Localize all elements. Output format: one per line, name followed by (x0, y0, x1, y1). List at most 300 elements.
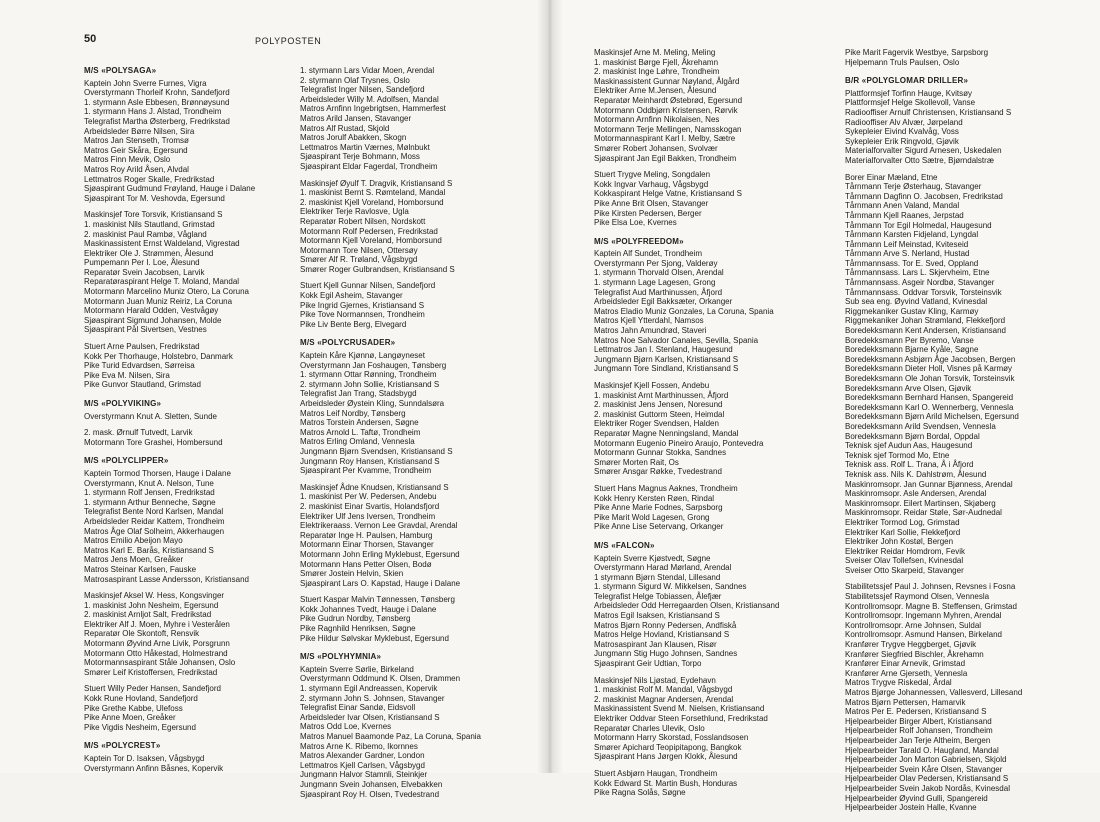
crew-entry: Stabilitetssjef Raymond Olsen, Vennesla (845, 592, 990, 602)
ship-title: M/S «POLYVIKING» (84, 399, 162, 408)
crew-entry: Matrosaspirant Jan Klausen, Risør (594, 639, 717, 649)
crew-entry: Boredekksmann Ole Johan Torsvik, Torsteinsvik (845, 374, 1015, 383)
crew-entry: Teknisk sjef Tormod Mo, Etne (845, 450, 950, 460)
crew-entry: Radiooffiser Alv Alvær, Jørpeland (845, 117, 963, 127)
crew-entry: Motormann Juan Muniz Reiriz, La Coruna (84, 296, 233, 306)
crew-entry: 1. styrmann Hans J. Alstad, Trondheim (84, 107, 222, 117)
crew-entry: Stuert Trygve Meling, Songdalen (594, 170, 711, 180)
crew-entry: Hjelpearbeider Tarald O. Haugland, Mandal (845, 745, 999, 755)
crew-entry: Matros Kjell Ytterdahl, Namsos (594, 316, 704, 326)
crew-group (594, 484, 839, 532)
crew-entry: Boredekksmann Bjarne Kyåle, Søgne (845, 345, 979, 355)
ship-section (84, 399, 294, 447)
crew-entry: Reparatør Svein Jacobsen, Larvik (84, 267, 205, 277)
crew-entry: Reparatør Ole Skontoft, Rensvik (84, 629, 200, 639)
crew-entry: Reparatør Meinhardt Østebrød, Egersund (594, 95, 743, 105)
crew-group (300, 595, 525, 643)
crew-entry: Sjøaspirant Sigmund Johansen, Molde (84, 315, 222, 325)
crew-entry: Reparatør Robert Nilsen, Nordskott (300, 216, 426, 226)
crew-entry: Matros Eladio Muniz Gonzales, La Coruna, Spania (594, 306, 774, 316)
crew-entry: Overstyrmann Anfinn Båsnes, Kopervik (84, 763, 224, 773)
crew-entry: Kokk Henry Kersten Røen, Rindal (594, 493, 715, 503)
crew-entry: Jungmann Stig Hugo Johnsen, Sandnes (594, 649, 738, 659)
ship-section (300, 652, 525, 799)
crew-entry: Kokkaspirant Helge Vatne, Kristiansand S (594, 189, 742, 199)
ship-section (300, 338, 525, 643)
left-page (0, 0, 549, 799)
crew-entry: Hjelpearbeider Svein Kåre Olsen, Stavanger (845, 764, 1003, 774)
crew-entry: Pike Anne Lise Setervang, Orkanger (594, 522, 724, 532)
crew-entry: Plattformsjef Torfinn Hauge, Kvitsøy (845, 88, 973, 98)
crew-entry: 2. maskinist Einar Svartis, Holandsfjord (300, 501, 440, 511)
ship-section (300, 66, 525, 329)
crew-entry: 1. styrmann Egil Andreassen, Kopervik (300, 684, 438, 694)
ship-section (594, 541, 839, 798)
crew-entry: Maskinsjef Aksel W. Hess, Kongsvinger (84, 591, 225, 601)
crew-entry: Kranfører Trygve Heggberget, Gjøvik (845, 640, 977, 650)
crew-entry: Lettmatros Martin Værnes, Mølnbukt (300, 142, 430, 152)
crew-group (594, 170, 839, 228)
crew-entry: Pike Marit Fagervik Westbye, Sarpsborg (845, 48, 989, 57)
crew-entry: Kaptein John Sverre Furnes, Vigra (84, 78, 207, 88)
ship-section (84, 456, 294, 732)
crew-group (300, 179, 525, 275)
crew-entry: Matros Arnfinn Ingebrigtsen, Hammerfest (300, 104, 446, 114)
crew-entry: Motormann Eugenio Pineiro Araujo, Pontevedra (594, 438, 764, 448)
crew-entry: Maskinromsopr. Asle Andersen, Arendal (845, 489, 987, 499)
crew-entry: Hjelpearbeider Jostein Halle, Kvanne (845, 803, 977, 813)
crew-entry: Sjøaspirant Pål Sivertsen, Vestnes (84, 325, 207, 335)
crew-entry: Kaptein Alf Sundet, Trondheim (594, 249, 703, 259)
crew-entry: Sjøaspirant Hans Jørgen Klokk, Ålesund (594, 752, 738, 762)
crew-entry: Tårnmann Anen Valand, Mandal (845, 201, 960, 211)
crew-entry: Telegrafist Helge Tobiassen, Ålefjær (594, 591, 722, 601)
crew-entry: Telegrafist Jan Trang, Stadsbygd (300, 389, 417, 399)
crew-entry: Arbeidsleder Odd Herregaarden Olsen, Kristiansand (594, 601, 780, 611)
crew-group (84, 684, 294, 732)
crew-group (594, 48, 839, 163)
crew-entry: Reparatøraspirant Helge T. Moland, Mandal (84, 277, 240, 287)
crew-entry: Maskinsjef Kjell Fossen, Andebu (594, 381, 710, 390)
crew-entry: Stabilitetssjef Paul J. Johnsen, Revsnes i Fosna (845, 582, 1016, 592)
crew-entry: Overstyrmann Thorleif Krohn, Sandefjord (84, 88, 230, 98)
crew-entry: Matros Alexander Gardner, London (300, 751, 425, 761)
crew-entry: Matros Trygve Riskedal, Årdal (845, 678, 952, 688)
crew-entry: Telegrafist Bente Nord Karlsen, Mandal (84, 507, 224, 517)
right-page (549, 0, 1100, 813)
crew-entry: 1. styrmann Asle Ebbesen, Brønnøysund (84, 97, 230, 107)
crew-entry: Materialforvalter Otto Sætre, Bjørndalstræ (845, 155, 994, 165)
crew-entry: Telegrafist Martha Østerberg, Fredrikstad (84, 116, 230, 126)
crew-entry: Kranfører Siegfried Bischler, Åkrehamn (845, 649, 984, 659)
crew-entry: Elektrikeraass. Vernon Lee Gravdal, Arendal (300, 521, 458, 531)
crew-entry: Telegrafist Aud Marthinussen, Åfjord (594, 287, 723, 297)
crew-entry: Elektriker Tormod Log, Grimstad (845, 517, 960, 527)
crew-entry: Sjøaspirant Roy H. Olsen, Tvedestrand (300, 789, 440, 799)
crew-entry: Elektriker Ole J. Strømmen, Ålesund (84, 248, 214, 258)
crew-entry: Boredekksmann Karl O. Wennerberg, Vennesla (845, 402, 1014, 412)
crew-entry: 1. maskinist Børge Fjell, Åkrehamn (594, 57, 719, 67)
crew-entry: Kokk Ingvar Varhaug, Vågsbygd (594, 179, 709, 189)
crew-entry: Elektriker Oddvar Steen Forsethlund, Fredrikstad (594, 714, 768, 723)
crew-entry: Lettmatros Kjell Carlsen, Vågsbygd (300, 760, 425, 770)
crew-entry: Sjøaspirant Per Kvamme, Trondheim (300, 466, 432, 476)
crew-entry: Motormannsaspirant Ståle Johansen, Oslo (84, 658, 236, 668)
crew-entry: Lettmatros Roger Skalle, Fredrikstad (84, 174, 215, 184)
crew-entry: Pike Ragna Solås, Søgne (594, 788, 686, 798)
crew-entry: Radiooffiser Arnulf Christensen, Kristiansand S (845, 107, 1012, 117)
right-column-2 (845, 48, 1085, 822)
crew-entry: Maskinsjef Tore Torsvik, Kristiansand S (84, 210, 223, 220)
crew-entry: Smører Ansgar Røkke, Tvedestrand (594, 467, 722, 477)
crew-entry: Tårnmannsass. Asgeir Nordbø, Stavanger (845, 278, 995, 288)
crew-group (845, 48, 1085, 67)
crew-entry: Arbeidsleder Ivar Olsen, Kristiansand S (300, 712, 440, 722)
crew-entry: Boredekksmann Bjørn Arild Michelsen, Egersund (845, 412, 1019, 422)
left-column-1 (84, 66, 294, 782)
crew-entry: Matros Arild Jansen, Stavanger (300, 113, 412, 123)
ship-title: M/S «POLYHYMNIA» (300, 652, 382, 662)
crew-entry: 2. styrmann John S. Johnsen, Stavanger (300, 693, 445, 703)
crew-entry: Stuert Arne Paulsen, Fredrikstad (84, 342, 200, 352)
crew-entry: Matros Jens Moen, Greåker (84, 555, 184, 565)
ship-title: M/S «POLYCREST» (84, 741, 161, 751)
crew-group (84, 591, 294, 677)
crew-entry: Smører Morten Rait, Os (594, 457, 679, 467)
crew-entry: Matros Odd Loe, Kvernes (300, 722, 392, 732)
crew-entry: Smører Apichard Teopipitapong, Bangkok (594, 742, 742, 752)
ship-section (594, 237, 839, 532)
crew-entry: Motormann Oddbjørn Kristensen, Rørvik (594, 105, 738, 115)
crew-entry: Matros Karl E. Barås, Kristiansand S (84, 545, 214, 555)
crew-entry: Overstyrmann Oddmund K. Olsen, Drammen (300, 674, 461, 684)
crew-entry: Elektriker Ulf Jens Iversen, Trondheim (300, 511, 436, 521)
crew-entry: Overstyrmann Per Sjong, Valderøy (594, 258, 718, 268)
crew-group (84, 469, 294, 584)
crew-entry: Kaptein Sverre Sørlie, Birkeland (300, 664, 414, 674)
crew-entry: Telegrafist Einar Sandø, Eidsvoll (300, 703, 416, 713)
crew-entry: Plattformsjef Helge Skollevoll, Vanse (845, 98, 976, 108)
crew-entry: Boredekksmann Kent Andersen, Kristiansand (845, 326, 1006, 336)
crew-entry: Kaptein Tormod Thorsen, Hauge i Dalane (84, 468, 231, 478)
crew-entry: 1. maskinist John Nesheim, Egersund (84, 600, 219, 610)
crew-entry: Kokk Johannes Tvedt, Hauge i Dalane (300, 604, 437, 614)
crew-entry: Kranfører Einar Arnevik, Grimstad (845, 659, 966, 669)
crew-entry: Smører Jostein Helvin, Skien (300, 569, 404, 579)
crew-entry: Tårnmannsass. Lars L. Skjervheim, Etne (845, 268, 990, 278)
crew-entry: Pike Gudrun Nordby, Tønsberg (300, 614, 411, 624)
crew-group (300, 351, 525, 476)
crew-entry: Hjelpearbeider Birger Albert, Kristiansand (845, 716, 992, 726)
crew-entry: Hjelpearbeider Øyvind Gulli, Spangereid (845, 793, 988, 803)
crew-group (300, 483, 525, 589)
crew-entry: Kontrollromsopr. Magne B. Steffensen, Grimstad (845, 601, 1017, 611)
crew-entry: 2. mask. Ørnulf Tutvedt, Larvik (84, 428, 193, 438)
crew-entry: 1. maskinist Rolf M. Mandal, Vågsbygd (594, 685, 733, 695)
crew-entry: Kaptein Kåre Kjønnø, Langøyneset (300, 351, 425, 361)
crew-group (845, 173, 1085, 576)
crew-group (594, 676, 839, 762)
crew-entry: Matros Noe Salvador Canales, Sevilla, Spania (594, 335, 759, 345)
crew-entry: Matros Per E. Pedersen, Kristiansand S (845, 707, 987, 717)
ship-title: M/S «FALCON» (594, 540, 655, 550)
crew-entry: Sjøaspirant Lars O. Kapstad, Hauge i Dalane (300, 578, 461, 588)
crew-entry: Motormann Kjell Voreland, Homborsund (300, 236, 442, 246)
crew-entry: Matros Jorulf Abakken, Skogn (300, 133, 407, 143)
crew-entry: Elektriker Terje Ravlosve, Ugla (300, 207, 409, 217)
crew-entry: Smører Robert Johansen, Svolvær (594, 143, 718, 153)
crew-entry: Jungmann Bjørn Karlsen, Kristiansand S (594, 354, 739, 364)
crew-entry: 1. maskinist Nils Stautland, Grimstad (84, 219, 215, 229)
crew-entry: Elektriker Reidar Homdrom, Fevik (845, 546, 966, 556)
ship-section (845, 76, 1085, 813)
crew-entry: Arbeidsleder Egil Bakksæter, Orkanger (594, 297, 733, 307)
right-column-1 (594, 48, 839, 807)
crew-group (300, 281, 525, 329)
crew-entry: Kontrollromsopr. Ingemann Myhren, Arendal (845, 611, 1002, 621)
crew-group (594, 249, 839, 374)
crew-entry: Matros Bjørn Pettersen, Hamarvik (845, 697, 966, 707)
crew-entry: 1. styrmann Sigurd W. Mikkelsen, Sandnes (594, 582, 747, 592)
crew-entry: Arbeidsleder Willy M. Adolfsen, Mandal (300, 94, 439, 104)
crew-entry: Motormann Øyvind Arne Livik, Porsgrunn (84, 639, 230, 649)
crew-entry: Sykepleier Erik Ringvold, Gjøvik (845, 136, 959, 146)
crew-entry: Riggmekaniker Johan Strømland, Flekkefjord (845, 316, 1006, 326)
crew-entry: Overstyrmann, Knut A. Nelson, Tune (84, 478, 214, 488)
crew-entry: Tårnmann Tor Egil Holmedal, Haugesund (845, 220, 992, 230)
crew-entry: Maskinsjef Nils Ljøstad, Eydehavn (594, 675, 716, 685)
crew-entry: Pike Ragnhild Henriksen, Søgne (300, 624, 416, 634)
crew-entry: Pike Tove Normannsen, Trondheim (300, 310, 425, 320)
crew-entry: Matros Leif Nordby, Tønsberg (300, 408, 406, 418)
crew-entry: Motormann Arnfinn Nikolaisen, Nes (594, 115, 720, 125)
crew-group (845, 582, 1085, 812)
crew-entry: Matros Helge Hovland, Kristiansand S (594, 630, 730, 640)
ship-section (84, 741, 294, 773)
crew-entry: Sjøaspirant Terje Bohmann, Moss (300, 152, 420, 162)
crew-entry: Tårnmann Terje Østerhaug, Stavanger (845, 182, 982, 192)
crew-entry: Kokk Rune Hovland, Sandefjord (84, 694, 198, 704)
crew-entry: Sjøaspirant Jan Egil Bakken, Trondheim (594, 153, 737, 163)
crew-entry: Stuert Willy Peder Hansen, Sandefjord (84, 684, 221, 694)
crew-entry: Stuert Kaspar Malvin Tønnessen, Tønsberg (300, 595, 455, 605)
crew-entry: Tårnmann Arve S. Nerland, Hustad (845, 249, 970, 259)
ship-title: M/S «POLYCRUSADER» (300, 338, 396, 348)
crew-entry: Sveiser Olav Tollefsen, Kvinesdal (845, 556, 964, 566)
crew-entry: Sveiser Otto Skarpeid, Stavanger (845, 565, 964, 575)
crew-group (300, 665, 525, 799)
crew-entry: 1. styrmann Ottar Rønning, Trondheim (300, 370, 437, 380)
crew-entry: Sub sea eng. Øyvind Vatland, Kvinesdal (845, 297, 988, 307)
crew-entry: Motormannaspirant Karl I. Melby, Sætre (594, 134, 736, 144)
crew-entry: Hjelpearbeider Olav Pedersen, Kristiansand S (845, 774, 1009, 784)
page-number: 50 (84, 33, 97, 45)
crew-entry: Tårnmann Kjell Raanes, Jerpstad (845, 210, 964, 220)
crew-entry: Pike Marit Wold Lagesen, Grong (594, 512, 710, 522)
crew-entry: Boredekksmann Arild Svendsen, Vennesla (845, 421, 996, 431)
crew-entry: Motormann Harald Odden, Vestvågøy (84, 306, 219, 316)
crew-entry: Matros Bjørn Ronny Pedersen, Andfiskå (594, 620, 737, 630)
crew-entry: 1. styrmann Lars Vidar Moen, Arendal (300, 66, 435, 75)
crew-entry: Hjelpearbeider Jon Marton Gabrielsen, Skjold (845, 755, 1007, 765)
crew-entry: Matros Roy Arild Åsen, Alvdal (84, 164, 189, 174)
crew-entry: Elektriker John Kostøl, Bergen (845, 537, 954, 547)
crew-entry: Telegrafist Inger Nilsen, Sandefjord (300, 85, 425, 95)
crew-entry: 2. maskinist Jens Jensen, Noresund (594, 400, 723, 410)
crew-entry: Motormann Tore Grashei, Hombersund (84, 437, 223, 447)
crew-entry: Maskinsjef Øyulf T. Dragvik, Kristiansand S (300, 178, 453, 188)
crew-entry: Elektriker Karl Sollie, Flekkefjord (845, 527, 961, 537)
crew-entry: Hjelpearbeider Rolf Johansen, Trondheim (845, 726, 993, 736)
left-column-2 (300, 66, 525, 808)
crew-entry: Boredekksmann Dieter Holl, Visnes på Karmøy (845, 364, 1013, 374)
crew-entry: Sjøaspirant Eldar Fagerdal, Trondheim (300, 161, 438, 171)
crew-entry: Smører Alf R. Trøland, Vågsbygd (300, 255, 418, 265)
crew-entry: Reparatør Charles Ulevik, Oslo (594, 723, 705, 733)
crew-entry: 2. maskinist Inge Løhre, Trondheim (594, 67, 720, 77)
crew-group (84, 412, 294, 422)
crew-entry: Teknisk ass. Nils K. Dahlstrøm, Ålesund (845, 469, 987, 479)
ship-title: M/S «POLYSAGA» (84, 66, 157, 75)
crew-entry: 1. maskinist Arnt Marthinussen, Åfjord (594, 390, 729, 400)
crew-entry: Borer Einar Mæland, Etne (845, 172, 938, 182)
crew-group (594, 769, 839, 798)
crew-entry: Pike Anne Brit Olsen, Stavanger (594, 198, 709, 208)
crew-entry: Matros Åge Olaf Solheim, Akkerhaugen (84, 526, 225, 536)
crew-entry: Elektriker Alf J. Moen, Myhre i Vesterålen (84, 619, 230, 629)
crew-group (845, 89, 1085, 166)
crew-group (84, 210, 294, 335)
crew-entry: Arbeidsleder Børre Nilsen, Sira (84, 126, 195, 136)
crew-group (594, 381, 839, 477)
crew-entry: Smører Leif Kristoffersen, Fredrikstad (84, 667, 218, 677)
ship-section (845, 48, 1085, 67)
crew-entry: Maskinassistent Gunnar Nøyland, Ålgård (594, 76, 740, 86)
crew-entry: 1. styrmann Lage Lagesen, Grong (594, 278, 716, 288)
crew-entry: Pike Hildur Sølvskar Myklebust, Egersund (300, 633, 449, 643)
crew-entry: Matros Arnold L. Taftø, Trondheim (300, 427, 421, 437)
crew-entry: Reparatør Inge H. Paulsen, Hamburg (300, 530, 433, 540)
crew-entry: Motormann Rolf Pedersen, Fredrikstad (300, 226, 438, 236)
crew-entry: Maskinassistent Svend M. Nielsen, Kristiansand (594, 704, 765, 714)
crew-entry: Matros Egil Isaksen, Kristiansand S (594, 611, 720, 621)
crew-entry: Overstyrmann Jan Foshaugen, Tønsberg (300, 360, 447, 370)
crew-entry: Elektriker Roger Svendsen, Halden (594, 419, 719, 429)
crew-entry: Hjelpemann Truls Paulsen, Oslo (845, 57, 960, 67)
crew-entry: 2. styrmann Olaf Trysnes, Oslo (300, 75, 410, 85)
crew-entry: Riggmekaniker Gustav Kling, Karmøy (845, 306, 979, 316)
crew-entry: Pike Anne Moen, Greåker (84, 713, 176, 723)
crew-entry: Motormann Tore Nilsen, Ottersøy (300, 245, 418, 255)
crew-entry: 1. styrmann Rolf Jensen, Fredrikstad (84, 488, 215, 498)
crew-entry: Matros Erling Omland, Vennesla (300, 437, 415, 447)
crew-entry: Tårnmannsass. Oddvar Torsvik, Torsteinsvik (845, 287, 1002, 297)
crew-entry: Sjøaspirant Tor M. Veshovda, Egersund (84, 193, 225, 203)
crew-entry: Sjøaspirant Gudmund Frøyland, Hauge i Dalane (84, 184, 256, 194)
ship-title: B/R «POLYGLOMAR DRILLER» (845, 76, 969, 86)
crew-entry: Matros Arne K. Ribemo, Ikornnes (300, 741, 418, 751)
crew-entry: Stuert Hans Magnus Aaknes, Trondheim (594, 483, 738, 493)
crew-entry: Motormann Harry Skorstad, Fosslandsosen (594, 733, 749, 743)
crew-entry: Kontrollromsopr. Arne Johnsen, Suldal (845, 620, 982, 630)
crew-entry: Hjelpearbeider Jan Terje Altheim, Bergen (845, 735, 991, 745)
crew-entry: Jungmann Roy Hansen, Kristiansand S (300, 456, 440, 466)
crew-entry: Matros Jan Stenseth, Tromsø (84, 136, 189, 146)
crew-entry: Overstyrmann Knut A. Sletten, Sunde (84, 411, 217, 421)
crew-entry: Matros Finn Mevik, Oslo (84, 155, 171, 165)
crew-entry: Sjøaspirant Geir Udtian, Torpo (594, 659, 702, 669)
crew-entry: 1. styrmann Arthur Benneche, Søgne (84, 497, 216, 507)
crew-entry: Matrosaspirant Lasse Andersson, Kristiansand (84, 574, 249, 584)
crew-entry: Matros Jahn Amundrød, Staveri (594, 326, 707, 336)
crew-entry: Smører Roger Gulbrandsen, Kristiansand S (300, 264, 455, 274)
crew-entry: Kokk Edward St. Martin Bush, Honduras (594, 778, 738, 788)
crew-entry: Matros Alf Rustad, Skjold (300, 123, 390, 133)
crew-entry: Pike Anne Marie Fodnes, Sarpsborg (594, 503, 723, 513)
crew-entry: Maskinromsopr. Eilert Martinsen, Skjøberg (845, 498, 996, 508)
crew-entry: Boredekksmann Per Byremo, Vanse (845, 335, 974, 345)
ship-section (594, 48, 839, 228)
crew-entry: Jungmann Halvor Stamnli, Steinkjer (300, 770, 428, 780)
crew-entry: Pike Kirsten Pedersen, Berger (594, 208, 702, 218)
crew-entry: Kontrollromsopr. Asmund Hansen, Birkeland (845, 630, 1002, 640)
crew-group (84, 428, 294, 447)
crew-entry: Pike Vigdis Nesheim, Egersund (84, 722, 196, 732)
crew-entry: 2. maskinist Kjell Voreland, Homborsund (300, 197, 444, 207)
crew-entry: Jungmann Svein Johansen, Elvebakken (300, 779, 443, 789)
crew-entry: 2. maskinist Magnar Andersen, Arendal (594, 694, 734, 704)
crew-group (594, 554, 839, 669)
crew-entry: Maskinassistent Ernst Waldeland, Vigrestad (84, 239, 240, 249)
crew-entry: Kaptein Tor D. Isaksen, Vågsbygd (84, 754, 205, 763)
crew-entry: Matros Bjørge Johannessen, Vallesverd, Lillesand (845, 688, 1023, 697)
crew-entry: Matros Steinar Karlsen, Fauske (84, 564, 197, 574)
crew-entry: Pike Elsa Loe, Kvernes (594, 218, 677, 228)
crew-entry: Pike Gunvor Stautland, Grimstad (84, 380, 201, 390)
crew-entry: Pike Liv Bente Berg, Elvegard (300, 319, 407, 329)
crew-entry: Boredekksmann Bjørn Bordal, Oppdal (845, 431, 980, 441)
crew-entry: Jungmann Bjørn Svendsen, Kristiansand S (300, 446, 453, 456)
crew-entry: 2. maskinist Arnljot Salt, Fredrikstad (84, 610, 212, 620)
crew-entry: Materialforvalter Sigurd Arnesen, Uskedalen (845, 146, 1002, 156)
crew-entry: Tårnmann Dagfinn O. Jacobsen, Fredrikstad (845, 191, 1003, 201)
crew-entry: Maskinsjef Ådne Knudsen, Kristiansand S (300, 482, 449, 492)
crew-entry: Kokk Egil Asheim, Stavanger (300, 291, 403, 301)
crew-group (84, 79, 294, 204)
crew-entry: Pike Turid Edvardsen, Sørreisa (84, 361, 195, 371)
running-head: POLYPOSTEN (255, 36, 322, 46)
crew-entry: Matros Emilio Abeijon Mayo (84, 536, 183, 546)
crew-entry: Overstyrmann Harad Mørland, Arendal (594, 563, 732, 573)
crew-entry: 2. maskinist Paul Rambø, Vågland (84, 229, 207, 239)
crew-entry: Boredekksmann Arve Olsen, Gjøvik (845, 383, 972, 393)
crew-entry: Motormann Otto Håkestad, Holmestrand (84, 648, 228, 658)
crew-entry: 2. styrmann John Sollie, Kristiansand S (300, 379, 440, 389)
ship-title: M/S «POLYFREEDOM» (594, 236, 684, 246)
crew-entry: Pike Grethe Kabbe, Ulefoss (84, 703, 183, 713)
crew-entry: 2. maskinist Guttorm Steen, Heimdal (594, 409, 725, 419)
crew-entry: Matros Geir Skåra, Egersund (84, 145, 188, 155)
crew-entry: Boredekksmann Bernhard Hansen, Spangereid (845, 393, 1014, 403)
crew-entry: Kaptein Sverre Kjøstvedt, Søgne (594, 553, 711, 563)
crew-entry: Maskinromsopr. Jan Gunnar Bjønness, Arendal (845, 479, 1013, 489)
crew-entry: Lettmatros Jan I. Stenland, Haugesund (594, 345, 733, 355)
crew-entry: Matros Manuel Baamonde Paz, La Coruna, Spania (300, 732, 481, 741)
crew-entry: Motormann Einar Thorsen, Stavanger (300, 540, 434, 550)
crew-entry: Pike Eva M. Nilsen, Sira (84, 370, 170, 380)
crew-entry: Pumpemann Per I. Loe, Ålesund (84, 258, 200, 268)
crew-group (84, 342, 294, 390)
